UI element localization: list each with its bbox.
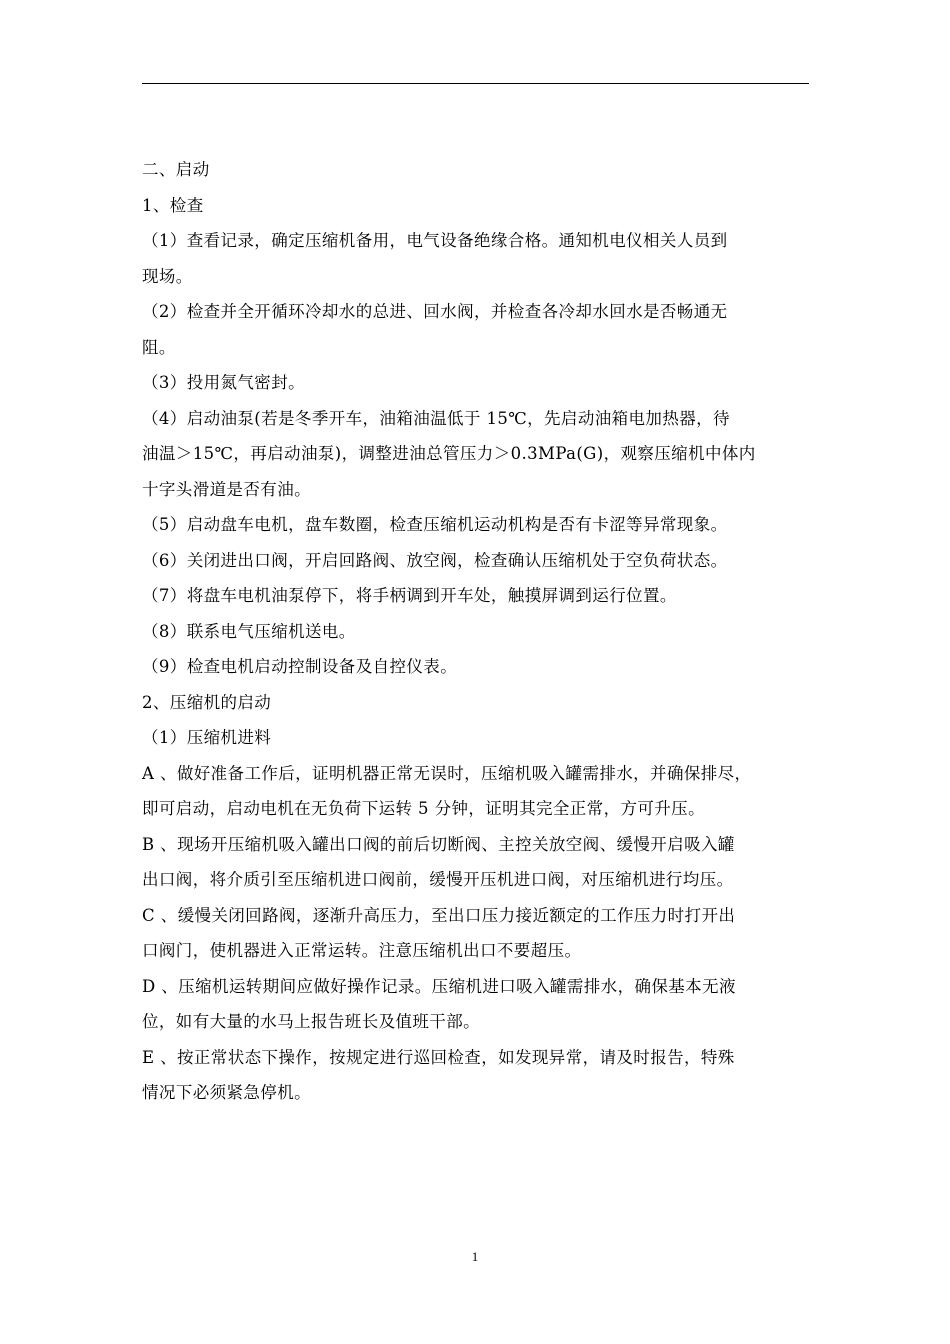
paragraph-line: （3）投用氮气密封。: [142, 373, 305, 392]
section-heading-startup: 二、启动: [142, 160, 210, 179]
paragraph-line: 现场。: [142, 266, 193, 286]
paragraph-line: 油温＞15℃，再启动油泵)，调整进油总管压力＞0.3MPa(G)，观察压缩机中体内: [142, 444, 756, 463]
paragraph-line: （1）查看记录，确定压缩机备用，电气设备绝缘合格。通知机电仪相关人员到: [142, 231, 728, 250]
subsection-heading-compressor-startup: 2、压缩机的启动: [142, 692, 272, 712]
paragraph-line: 口阀门，使机器进入正常运转。注意压缩机出口不要超压。: [142, 941, 582, 960]
paragraph-line: （7）将盘车电机油泵停下，将手柄调到开车处，触摸屏调到运行位置。: [142, 586, 677, 605]
paragraph-line: 出口阀，将介质引至压缩机进口阀前，缓慢开压机进口阀，对压缩机进行均压。: [142, 870, 734, 889]
paragraph-line: （2）检查并全开循环冷却水的总进、回水阀，并检查各冷却水回水是否畅通无: [142, 302, 728, 321]
paragraph-line: （5）启动盘车电机，盘车数圈，检查压缩机运动机构是否有卡涩等异常现象。: [142, 515, 728, 534]
paragraph-line: （6）关闭进出口阀，开启回路阀、放空阀，检查确认压缩机处于空负荷状态。: [142, 550, 728, 570]
page-number: 1: [471, 1249, 479, 1264]
paragraph-line: 位，如有大量的水马上报告班长及值班干部。: [142, 1012, 480, 1031]
document-body: [142, 152, 810, 1111]
header-rule: [142, 83, 809, 84]
paragraph-line: （4）启动油泵(若是冬季开车，油箱油温低于 15℃，先启动油箱电加热器，待: [142, 408, 730, 428]
paragraph-line: （1）压缩机进料: [142, 728, 272, 747]
paragraph-line: 即可启动，启动电机在无负荷下运转 5 分钟，证明其完全正常，方可升压。: [142, 799, 705, 818]
paragraph-line: B 、现场开压缩机吸入罐出口阀的前后切断阀、主控关放空阀、缓慢开启吸入罐: [142, 834, 735, 854]
paragraph-line: C 、缓慢关闭回路阀，逐渐升高压力，至出口压力接近额定的工作压力时打开出: [142, 905, 736, 925]
paragraph-line: D 、压缩机运转期间应做好操作记录。压缩机进口吸入罐需排水，确保基本无液: [142, 976, 736, 996]
paragraph-line: 阻。: [142, 337, 176, 357]
subsection-heading-inspection: 1、检查: [142, 195, 204, 215]
paragraph-line: 十字头滑道是否有油。: [142, 479, 311, 499]
paragraph-line: E 、按正常状态下操作，按规定进行巡回检查，如发现异常，请及时报告，特殊: [142, 1047, 735, 1067]
paragraph-line: A 、做好准备工作后，证明机器正常无误时，压缩机吸入罐需排水，并确保排尽，: [142, 763, 752, 783]
paragraph-line: 情况下必须紧急停机。: [142, 1083, 311, 1102]
paragraph-line: （9）检查电机启动控制设备及自控仪表。: [142, 657, 458, 676]
paragraph-line: （8）联系电气压缩机送电。: [142, 621, 356, 641]
